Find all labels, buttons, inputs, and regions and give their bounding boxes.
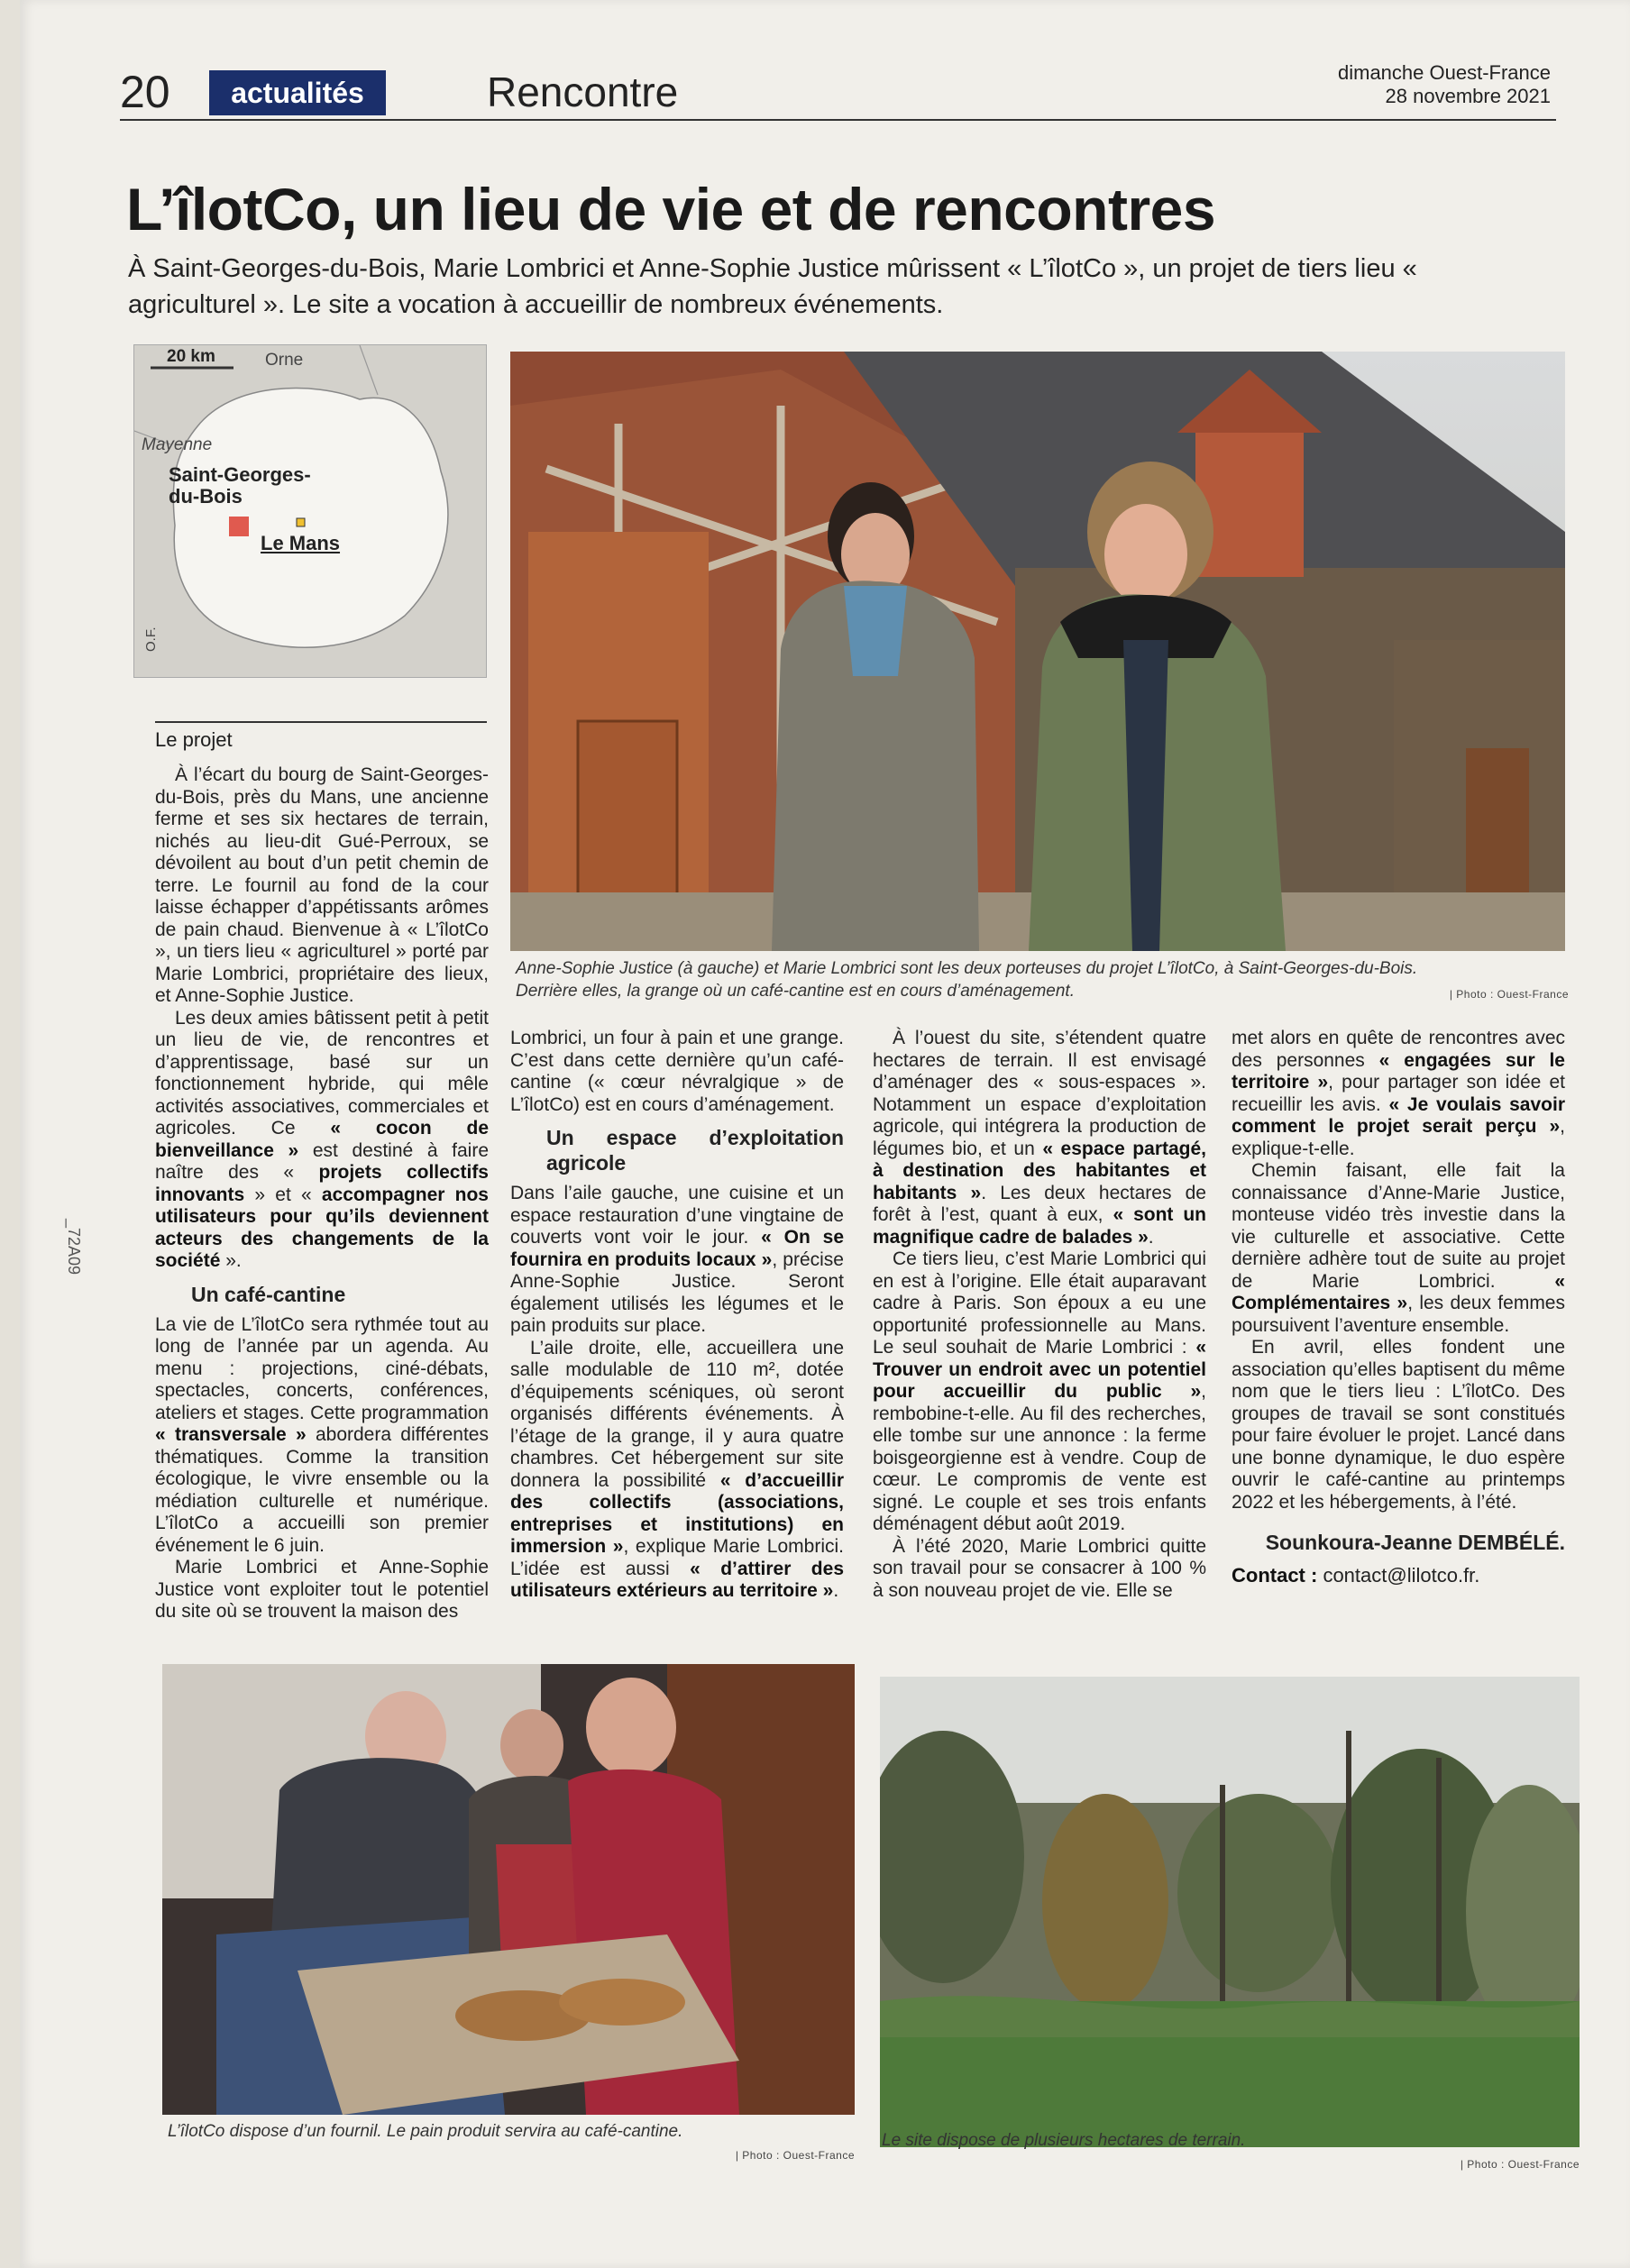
- paragraph: À l’écart du bourg de Saint-Georges-du-Bois, près du Mans, une ancienne ferme et ses six hectares de terrain, nichés au lieu-dit Gué-Perroux, se dévoilent au bout d’un petit chemin de terre. Le fournil au fond de la cour laisse échapper d’appétissants arômes de pain chaud. Bienvenue à « L’îlotCo », un tiers lieu « agriculturel » porté par Marie Lombrici, propriétaire des lieux, et Anne-Sophie Justice.: [155, 764, 489, 1006]
- paragraph: À l’été 2020, Marie Lombrici quitte son travail pour se consacrer à 100 % à son nouveau projet de vie. Elle se: [873, 1535, 1206, 1601]
- map-label-mayenne: Mayenne: [142, 435, 213, 454]
- main-photo-image: [510, 352, 1565, 951]
- map-scale: 20 km: [167, 347, 215, 366]
- newspaper-name: dimanche Ouest-France: [1338, 61, 1551, 84]
- paragraph: Marie Lombrici et Anne-Sophie Justice vont exploiter tout le potentiel du site où se trouvent la maison des: [155, 1557, 489, 1622]
- paragraph: Lombrici, un four à pain et une grange. C’est dans cette dernière qu’un café-cantine (« cœur névralgique » de L’îlotCo) est en cours d’aménagement.: [510, 1028, 844, 1115]
- box-title: Le projet: [155, 721, 487, 752]
- author-signature: Sounkoura-Jeanne DEMBÉLÉ.: [1265, 1531, 1565, 1554]
- paragraph: Ce tiers lieu, c’est Marie Lombrici qui en est à l’origine. Elle était auparavant cadre à Paris. Son époux a eu une opportunité professionnelle au Mans. Le seul souhait de Marie Lombrici : « Trouver un endroit avec un potentiel pour accueillir du public », rembobine-t-elle. Au fil des recherches, elle tombe sur une annonce : la ferme boisgeorgienne est à vendre. Coup de cœur. Le compromis de vente est signé. Le couple et ses trois enfants déménagent début août 2019.: [873, 1248, 1206, 1534]
- bakery-credit: | Photo : Ouest-France: [735, 2149, 855, 2162]
- map-label-city: Le Mans: [261, 532, 341, 554]
- header-rule: [120, 119, 1556, 121]
- city-marker: [297, 518, 305, 526]
- map-label-orne: Orne: [265, 351, 304, 370]
- field-photo-image: [880, 1677, 1580, 2147]
- dateline: [1217, 61, 1551, 108]
- article-column-4: [1232, 1028, 1565, 1587]
- town-marker: [229, 517, 249, 536]
- main-photo-caption: Anne-Sophie Justice (à gauche) et Marie Lombrici sont les deux porteuses du projet L’îlotCo, à Saint-Georges-du-Bois. Derrière elles, la grange où un café-cantine est en cours d’aménagement.: [516, 959, 1418, 1001]
- section-title: Rencontre: [487, 69, 679, 115]
- paragraph: met alors en quête de rencontres avec des personnes « engagées sur le territoire », pour partager son idée et recueillir les avis. « Je voulais savoir comment le projet serait perçu », explique-t-elle.: [1232, 1028, 1565, 1159]
- paragraph: La vie de L’îlotCo sera rythmée tout au long de l’année par un agenda. Au menu : projections, ciné-débats, spectacles, concerts, conférences, ateliers et stages. Cette programmation « transversale » abordera différentes thématiques. Comme la transition écologique, le vivre ensemble ou la médiation culturelle et numérique. L’îlotCo a accueilli son premier événement le 6 juin.: [155, 1313, 489, 1556]
- margin-code: _72A09: [65, 1219, 83, 1276]
- subheading-exploitation: Un espace d’exploitation agricole: [546, 1126, 844, 1175]
- bakery-photo-image: [162, 1664, 855, 2115]
- paragraph: À l’ouest du site, s’étendent quatre hectares de terrain. Il est envisagé d’aménager des « sous-espaces ». Notamment un espace d’exploitation agricole, qui intégrera la production de légumes bio, et un « espace partagé, à destination des habitantes et habitants ». Les deux hectares de forêt à l’est, quant à eux, « sont un magnifique cadre de balades ».: [873, 1028, 1207, 1248]
- main-photo: [510, 352, 1565, 951]
- issue-date: 28 novembre 2021: [1385, 85, 1551, 107]
- main-photo-credit: | Photo : Ouest-France: [1449, 988, 1569, 1001]
- bakery-caption: L’îlotCo dispose d’un fournil. Le pain produit servira au café-cantine.: [168, 2122, 683, 2141]
- paragraph: Chemin faisant, elle fait la connaissance d’Anne-Marie Justice, monteuse vidéo très investie dans la vie culturelle et associative. Cette dernière adhère tout de suite au projet de Marie Lombrici. « Complémentaires », les deux femmes poursuivent l’aventure ensemble.: [1232, 1160, 1565, 1336]
- paragraph: Les deux amies bâtissent petit à petit un lieu de vie, de rencontres et d’apprentissage, basé sur un fonctionnement hybride, qui mêle activités associatives, commerciales et agricoles. Ce « cocon de bienveillance » est destiné à faire naître des « projets collectifs innovants » et « accompagner nos utilisateurs pour qu’ils deviennent acteurs des changements de la société ».: [155, 1007, 489, 1271]
- field-credit: | Photo : Ouest-France: [1460, 2158, 1580, 2171]
- page-number: 20: [120, 67, 170, 117]
- rubric-label: actualités: [209, 70, 386, 115]
- headline: L’îlotCo, un lieu de vie et de rencontres: [126, 176, 1216, 242]
- contact-line: Contact : contact@lilotco.fr.: [1232, 1563, 1480, 1587]
- location-map: [133, 344, 487, 678]
- article-column-2: [510, 1028, 844, 1603]
- map-graphic: [134, 345, 486, 677]
- paragraph: Dans l’aile gauche, une cuisine et un espace restauration d’une vingtaine de couverts vont voir le jour. « On se fournira en produits locaux », précise Anne-Sophie Justice. Seront également utilisés les légumes et le pain produits sur place.: [510, 1183, 844, 1336]
- standfirst: À Saint-Georges-du-Bois, Marie Lombrici et Anne-Sophie Justice mûrissent « L’îlotCo », un projet de tiers lieu « agriculturel ». Le site a vocation à accueillir de nombreux événements.: [128, 254, 1417, 319]
- map-credit: O.F.: [143, 626, 159, 652]
- article-column-3: [873, 1028, 1206, 1602]
- subheading-cafe-cantine: Un café-cantine: [191, 1282, 346, 1306]
- article-column-1: [155, 764, 489, 1623]
- paragraph: L’aile droite, elle, accueillera une salle modulable de 110 m², dotée d’équipements scéniques, où seront organisés différents événements. À l’étage de la grange, il y aura quatre chambres. Cet hébergement sur site donnera la possibilité « d’accueillir des collectifs (associations, entreprises et institutions) en immersion », explique Marie Lombrici. L’idée est aussi « d’attirer des utilisateurs extérieurs au territoire ».: [510, 1337, 844, 1601]
- field-photo: [880, 1677, 1580, 2147]
- map-label-town: Saint-Georges- du-Bois: [169, 463, 311, 508]
- paragraph: En avril, elles fondent une association qu’elles baptisent du même nom que le tiers lieu : L’îlotCo. Des groupes de travail se sont constitués pour faire évoluer le projet. Lancé dans une bonne dynamique, le duo espère ouvrir le café-cantine au printemps 2022 et les hébergements, à l’été.: [1232, 1337, 1565, 1513]
- field-caption: Le site dispose de plusieurs hectares de terrain.: [882, 2131, 1246, 2150]
- bakery-photo: [162, 1664, 855, 2115]
